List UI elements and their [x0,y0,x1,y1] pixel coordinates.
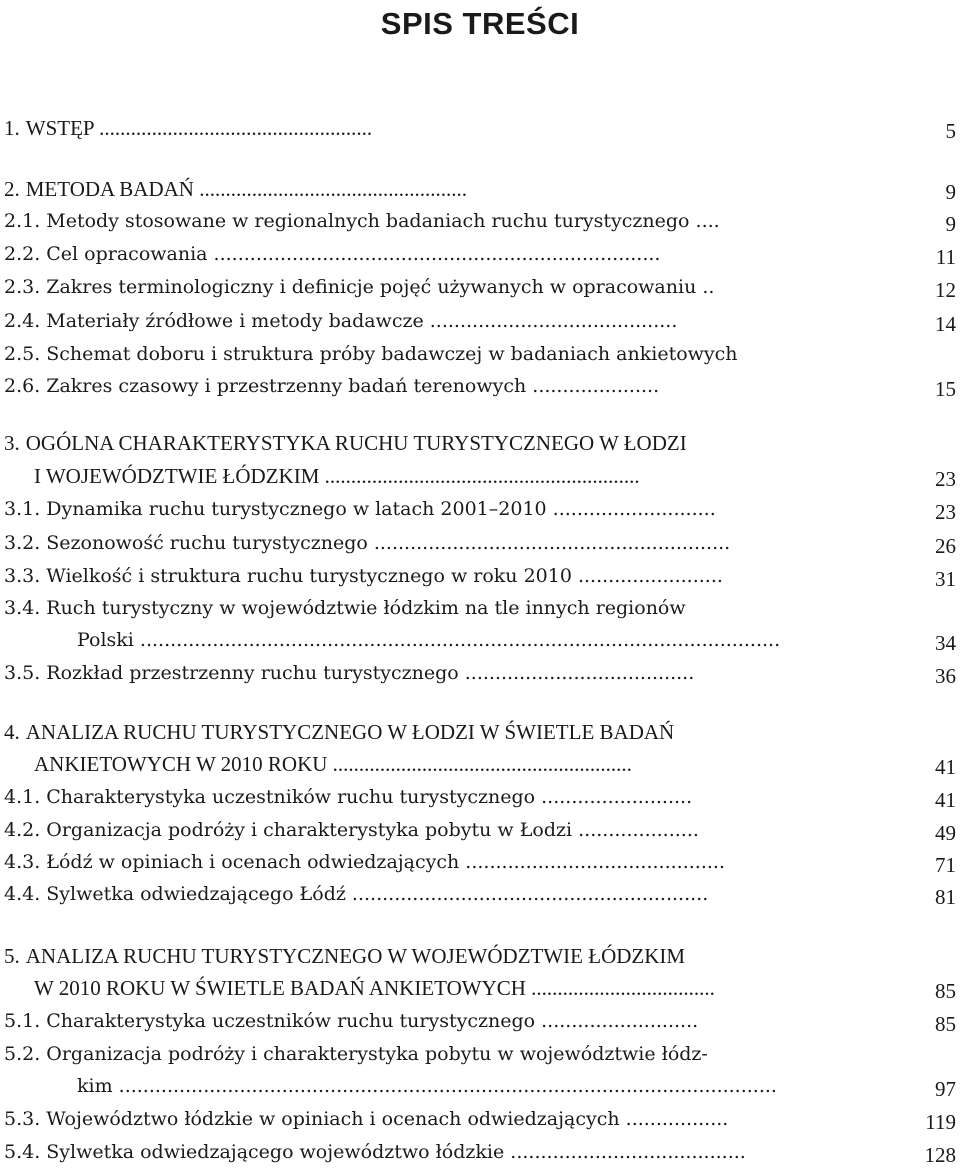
toc-leader-dots: ........................................................... [367,532,731,554]
toc-leader-dots: ......................... [535,786,693,808]
toc-entry [4,1104,874,1134]
toc-entry [4,461,874,491]
toc-page-number: 49 [935,821,956,845]
toc-page-number: 34 [935,631,956,655]
toc-leader-dots: ........................................... [459,851,725,873]
toc-leader-dots: ................. [619,1108,729,1130]
toc-entry-title: Metody stosowane w regionalnych badaniach ruchu turystycznego [46,210,690,232]
toc-entry [4,1039,874,1069]
toc-leader-dots: ......................................... [423,310,678,332]
toc-entry [4,1071,874,1101]
toc-entry-title: Charakterystyka uczestników ruchu turystycznego [46,786,536,808]
toc-page-number: 119 [925,1110,956,1134]
toc-page-number: 9 [945,180,956,204]
toc-entry-number: 5.1. [4,1010,41,1032]
toc-entry-number: 2.6. [4,375,41,397]
toc-entry-title: Dynamika ruchu turystycznego w latach 2001–2010 [46,498,547,520]
toc-entry-number: 2.3. [4,276,41,298]
toc-entry-number: 4.3. [4,851,41,873]
toc-leader-dots: ........................ [571,565,723,587]
toc-entry-title: Sylwetka odwiedzającego Łódź [46,883,346,905]
toc-entry [4,658,874,688]
toc-entry-title: METODA BADAŃ [25,177,194,201]
toc-entry-title: Schemat doboru i struktura próby badawczej w badaniach ankietowych [46,343,738,365]
toc-entry-title: Polski [77,629,134,651]
toc-entry-number: 3.5. [4,662,41,684]
toc-page-number: 15 [935,377,956,401]
toc-entry [4,1006,874,1036]
toc-leader-dots: ......................................................... [327,752,632,776]
toc-page-number: 41 [935,755,956,779]
toc-entry [4,815,874,845]
toc-entry-number: 1. [4,116,20,140]
toc-page-number: 12 [935,278,956,302]
page-title: SPIS TREŚCI [380,6,580,41]
toc-entry-title: Materiały źródłowe i metody badawcze [46,310,424,332]
toc-entry-title: Rozkład przestrzenny ruchu turystycznego [46,662,459,684]
toc-entry-title: Sezonowość ruchu turystycznego [46,532,368,554]
toc-entry-title: I WOJEWÓDZTWIE ŁÓDZKIM [34,464,320,488]
toc-entry [4,973,874,1003]
toc-page-number: 81 [935,885,956,909]
toc-leader-dots: ............................................................ [319,464,640,488]
toc-leader-dots: .................... [572,819,699,841]
toc-leader-dots: ........................................................... [345,883,709,905]
toc-entry [4,371,874,401]
toc-entry-number: 2. [4,177,20,201]
toc-entry-title: Województwo łódzkie w opiniach i ocenach odwiedzających [46,1108,620,1130]
toc-entry [4,272,874,302]
toc-page-number: 11 [935,245,956,269]
toc-page-number: 71 [935,853,956,877]
toc-entry-number: 4.1. [4,786,41,808]
toc-entry [4,561,874,591]
toc-page-number: 85 [935,979,956,1003]
toc-entry [4,941,874,971]
toc-entry [4,528,874,558]
toc-entry-number: 4.4. [4,883,41,905]
toc-entry-number: 3.1. [4,498,41,520]
toc-entry-title: Cel opracowania [46,243,208,265]
toc-leader-dots: .. [696,276,715,298]
toc-leader-dots: .... [689,210,720,232]
toc-leader-dots: .......................................................................... [207,243,661,265]
toc-entry [4,428,874,458]
toc-entry-number: 2.4. [4,310,41,332]
toc-entry-title: Ruch turystyczny w województwie łódzkim na tle innych regionów [46,597,686,619]
toc-leader-dots: ........................... [546,498,716,520]
toc-entry-number: 3.3. [4,565,41,587]
toc-page-number: 23 [935,500,956,524]
toc-entry [4,239,874,269]
toc-entry-title: Zakres terminologiczny i definicje pojęć używanych w opracowaniu [46,276,697,298]
toc-entry-title: ANKIETOWYCH W 2010 ROKU [34,752,328,776]
toc-entry-title: Wielkość i struktura ruchu turystycznego w roku 2010 [46,565,572,587]
toc-entry [4,113,874,143]
toc-entry [4,174,874,204]
toc-entry-number: 5. [4,944,20,968]
toc-page-number: 31 [935,567,956,591]
toc-leader-dots: ...................................... [458,662,695,684]
toc-entry-title: kim [77,1075,113,1097]
toc-entry-number: 5.3. [4,1108,41,1130]
toc-entry-title: Organizacja podróży i charakterystyka pobytu w województwie łódz- [46,1043,708,1065]
toc-entry [4,879,874,909]
toc-entry [4,749,874,779]
toc-page-number: 36 [935,664,956,688]
toc-entry-number: 2.5. [4,343,41,365]
toc-leader-dots: ................................................... [193,177,467,201]
toc-entry-title: WSTĘP [25,116,94,140]
toc-leader-dots: .......................................................................................................... [133,629,781,651]
toc-entry-number: 3.4. [4,597,41,619]
toc-entry-number: 4. [4,720,20,744]
toc-entry-title: Zakres czasowy i przestrzenny badań terenowych [46,375,527,397]
toc-entry [4,339,874,369]
toc-entry [4,593,874,623]
toc-entry-title: Sylwetka odwiedzającego województwo łódzkie [46,1141,505,1163]
toc-leader-dots: ............................................................................................................. [112,1075,777,1097]
toc-entry [4,847,874,877]
toc-entry [4,782,874,812]
toc-entry-title: ANALIZA RUCHU TURYSTYCZNEGO W ŁODZI W ŚWIETLE BADAŃ [25,720,675,744]
toc-page-number: 23 [935,467,956,491]
toc-entry [4,494,874,524]
toc-page-number: 128 [924,1143,956,1167]
toc-entry-number: 4.2. [4,819,41,841]
toc-entry [4,625,874,655]
toc-leader-dots: ................................... [525,976,715,1000]
toc-entry [4,717,874,747]
toc-entry-title: Charakterystyka uczestników ruchu turystycznego [46,1010,536,1032]
toc-entry-title: Organizacja podróży i charakterystyka pobytu w Łodzi [46,819,573,841]
toc-entry-title: ANALIZA RUCHU TURYSTYCZNEGO W WOJEWÓDZTWIE ŁÓDZKIM [25,944,686,968]
toc-page-number: 97 [935,1077,956,1101]
toc-entry-number: 5.4. [4,1141,41,1163]
toc-entry-title: W 2010 ROKU W ŚWIETLE BADAŃ ANKIETOWYCH [34,976,526,1000]
toc-entry-number: 2.2. [4,243,41,265]
toc-entry-title: Łódź w opiniach i ocenach odwiedzających [46,851,460,873]
toc-page-number: 5 [945,119,956,143]
toc-leader-dots: ....................................... [504,1141,746,1163]
toc-page-number: 14 [935,312,956,336]
toc-page-number: 9 [945,212,956,236]
toc-page-number: 41 [935,788,956,812]
toc-entry-title: OGÓLNA CHARAKTERYSTYKA RUCHU TURYSTYCZNEGO W ŁODZI [25,431,687,455]
toc-entry-number: 3.2. [4,532,41,554]
toc-entry [4,1137,874,1167]
toc-entry [4,206,874,236]
toc-entry-number: 3. [4,431,20,455]
toc-entry-number: 2.1. [4,210,41,232]
toc-leader-dots: .......................... [535,1010,699,1032]
toc-leader-dots: .................................................... [93,116,373,140]
toc-leader-dots: ..................... [526,375,660,397]
toc-page-number: 85 [935,1012,956,1036]
toc-entry [4,306,874,336]
toc-entry-number: 5.2. [4,1043,41,1065]
toc-page-number: 26 [935,534,956,558]
